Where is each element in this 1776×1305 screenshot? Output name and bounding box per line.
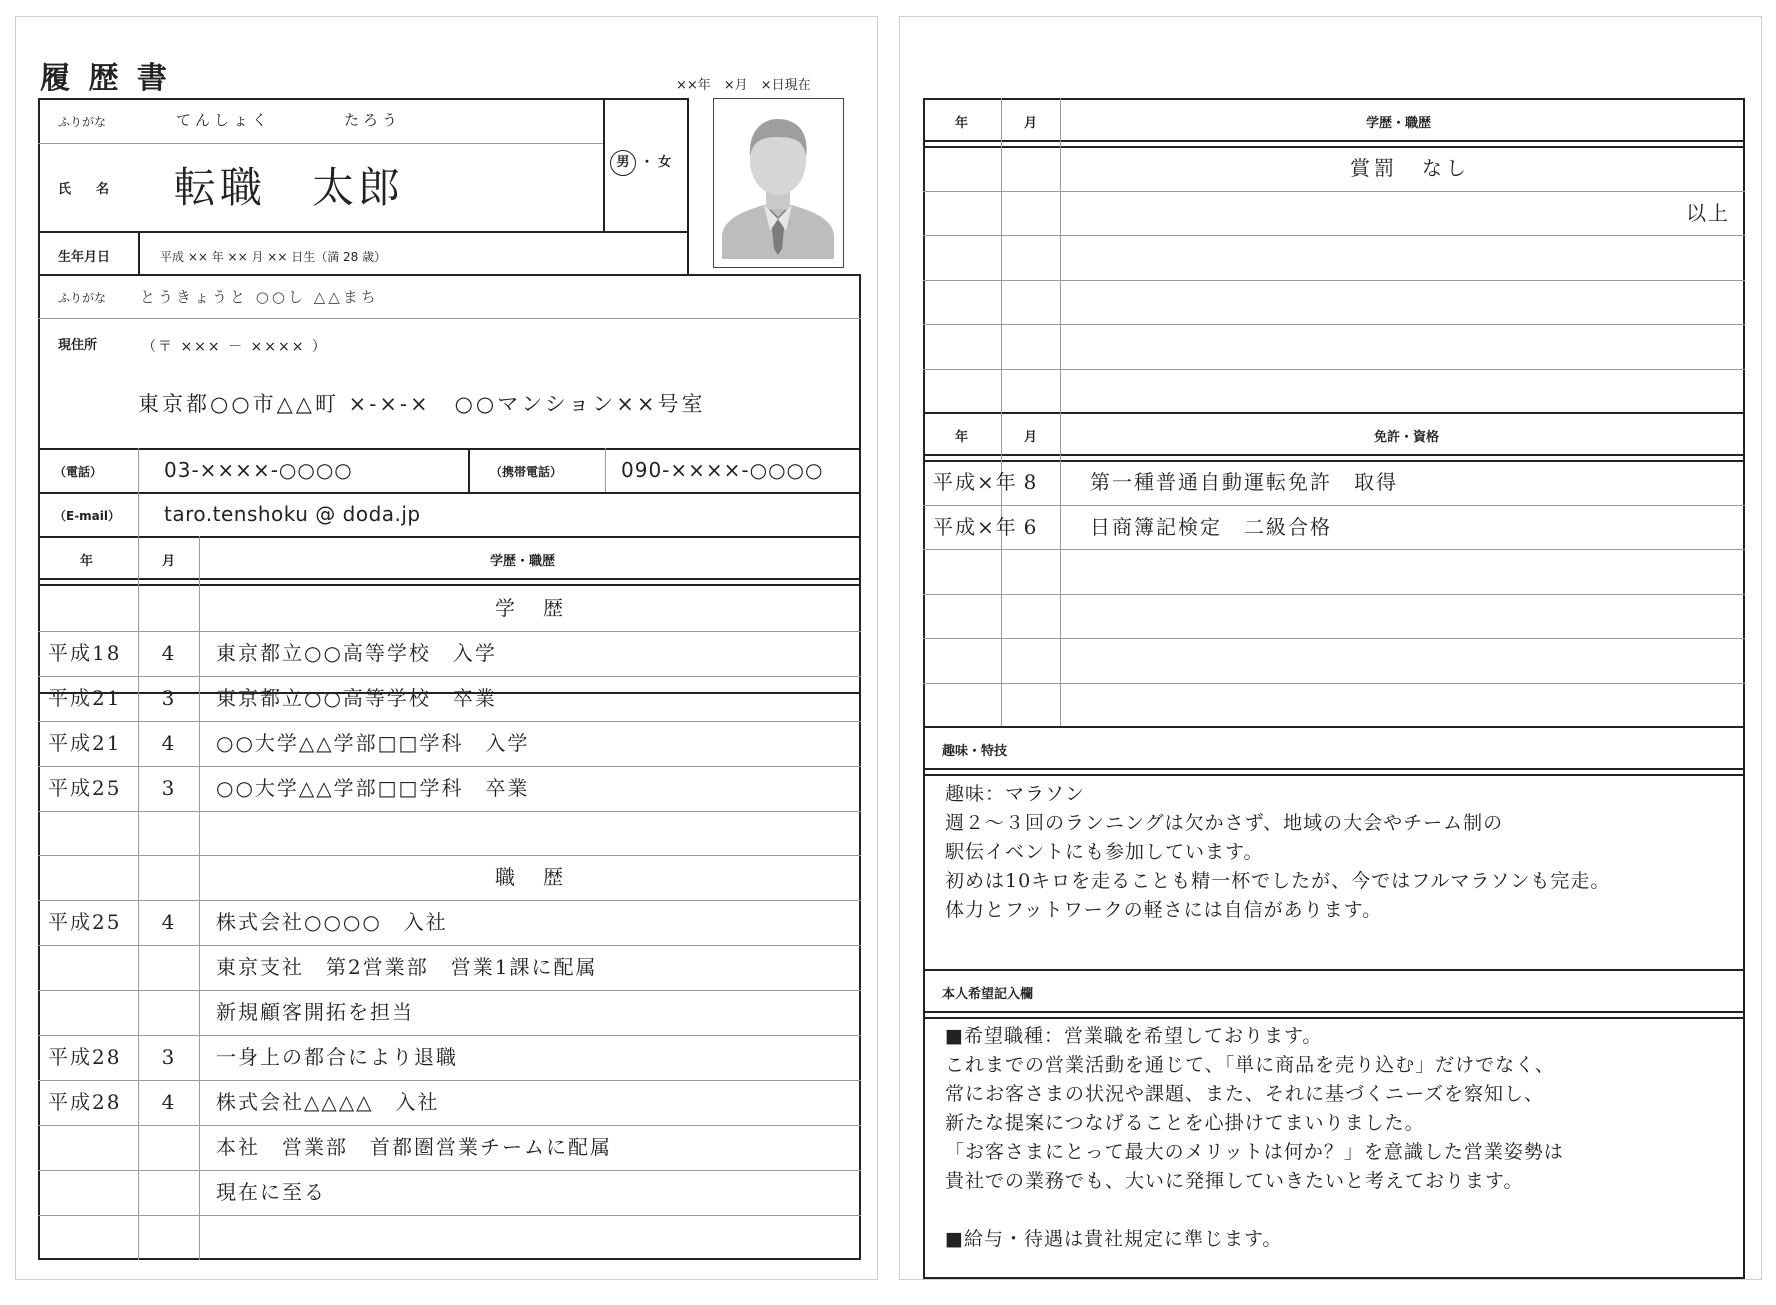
history-cont-header-year: 年	[955, 116, 969, 131]
history-month-cell: 4	[161, 910, 177, 935]
history-year-cell	[48, 990, 136, 1034]
wishes-line: 「お客さまにとって最大のメリットは何か？」を意識した営業姿勢は	[945, 1141, 1564, 1163]
history-year-cell	[48, 945, 136, 989]
history-cont-header-desc: 学歴・職歴	[1366, 116, 1432, 131]
history-year-cell: 平成21	[48, 730, 122, 755]
license-year-cell: 平成×年	[933, 514, 1018, 539]
license-year-cell	[933, 594, 1003, 638]
history-cont-desc-cell: 以上	[1686, 200, 1730, 225]
history-year-cell: 平成28	[48, 1045, 122, 1069]
history-month-cell: 3	[161, 775, 177, 800]
phone-label: （電話）	[54, 465, 103, 479]
mobile-value: 090-××××-○○○○	[621, 458, 824, 482]
wishes-line: 新たな提案につなげることを心掛けてまいりました。	[945, 1112, 1425, 1134]
history-month-cell: 4	[161, 640, 177, 665]
history-cont-year-cell	[933, 235, 1003, 279]
history-desc-cell	[216, 811, 846, 855]
address-value: 東京都○○市△△町 ×-×-× ○○マンション××号室	[138, 392, 706, 416]
licenses-header-desc: 免許・資格	[1374, 430, 1440, 445]
furigana-label: ふりがな	[58, 115, 107, 129]
license-year-cell	[933, 683, 1003, 727]
history-cont-desc-cell	[1090, 235, 1730, 279]
hobbies-label: 趣味・特技	[942, 744, 1008, 759]
licenses-header-year: 年	[955, 430, 969, 445]
licenses-header-month: 月	[1024, 430, 1038, 445]
history-month-cell: 4	[161, 730, 177, 755]
postal-code: （〒 ××× － ×××× ）	[142, 339, 328, 355]
history-month-cell: 4	[161, 1089, 177, 1114]
history-cont-month-cell	[1002, 280, 1060, 324]
history-month-cell	[140, 945, 198, 989]
history-cont-desc-cell	[1090, 369, 1730, 413]
history-year-cell	[48, 1125, 136, 1169]
license-month-cell: 6	[1023, 514, 1039, 539]
history-cont-year-cell	[933, 280, 1003, 324]
hobbies-line: 体力とフットワークの軽さには自信があります。	[945, 899, 1383, 921]
license-month-cell	[1002, 638, 1060, 682]
license-desc-cell: 第一種普通自動運転免許 取得	[1090, 470, 1398, 494]
history-desc-cell: ○○大学△△学部□□学科 卒業	[216, 775, 530, 800]
resume-page-1	[15, 16, 878, 1280]
phone-value: 03-××××-○○○○	[164, 458, 353, 482]
history-desc-cell: 職 歴	[495, 865, 567, 890]
license-desc-cell	[1090, 683, 1730, 727]
history-desc-cell: 東京都立○○高等学校 入学	[216, 640, 497, 665]
history-month-cell	[140, 1215, 198, 1259]
history-header-desc: 学歴・職歴	[490, 554, 556, 569]
history-month-cell	[140, 855, 198, 899]
photo-frame	[713, 98, 844, 268]
license-desc-cell	[1090, 549, 1730, 593]
history-month-cell	[140, 1170, 198, 1214]
history-desc-cell: 株式会社○○○○ 入社	[216, 910, 448, 935]
address-furigana: とうきょうと ○○し △△まち	[140, 288, 379, 306]
hobbies-line: 初めは10キロを走ることも精一杯でしたが、今ではフルマラソンも完走。	[945, 870, 1611, 892]
history-cont-month-cell	[1002, 191, 1060, 235]
history-desc-cell: ○○大学△△学部□□学科 入学	[216, 730, 530, 755]
license-desc-cell	[1090, 638, 1730, 682]
hobbies-line: 趣味：マラソン	[945, 783, 1086, 805]
wishes-line: 常にお客さまの状況や課題、また、それに基づくニーズを察知し、	[945, 1083, 1545, 1105]
gender-separator: ・	[640, 155, 654, 170]
wishes-line: ■希望職種：営業職を希望しております。	[945, 1025, 1323, 1047]
history-month-cell	[140, 990, 198, 1034]
history-desc-cell: 東京支社 第2営業部 営業1課に配属	[216, 955, 598, 980]
wishes-line: これまでの営業活動を通じて、「単に商品を売り込む」だけでなく、	[945, 1054, 1555, 1076]
mobile-label: （携帯電話）	[490, 465, 563, 479]
history-month-cell	[140, 586, 198, 630]
history-desc-cell	[216, 1215, 846, 1259]
history-cont-month-cell	[1002, 369, 1060, 413]
history-header-month: 月	[162, 554, 176, 569]
history-cont-desc-cell	[1090, 324, 1730, 368]
address-furigana-label: ふりがな	[58, 291, 107, 305]
history-cont-year-cell	[933, 191, 1003, 235]
document-title: 履 歴 書	[40, 61, 171, 96]
email-value: taro.tenshoku @ doda.jp	[164, 502, 421, 526]
license-year-cell	[933, 638, 1003, 682]
gender-female: 女	[658, 155, 672, 170]
history-desc-cell: 本社 営業部 首都圏営業チームに配属	[216, 1134, 612, 1159]
birth-label: 生年月日	[58, 250, 111, 265]
history-desc-cell: 学 歴	[495, 596, 567, 620]
history-month-cell	[140, 811, 198, 855]
email-label: （E-mail）	[54, 509, 121, 523]
license-desc-cell	[1090, 594, 1730, 638]
license-desc-cell: 日商簿記検定 二級合格	[1090, 514, 1332, 539]
name-label: 氏 名	[58, 182, 116, 197]
history-desc-cell: 東京都立○○高等学校 卒業	[216, 685, 497, 710]
resume-page-2	[899, 16, 1762, 1280]
wishes-line: ■給与・待遇は貴社規定に準じます。	[945, 1228, 1283, 1250]
history-year-cell: 平成28	[48, 1089, 122, 1114]
hobbies-line: 駅伝イベントにも参加しています。	[945, 841, 1264, 863]
history-desc-cell: 株式会社△△△△ 入社	[216, 1089, 440, 1114]
wishes-label: 本人希望記入欄	[942, 987, 1034, 1002]
history-desc-cell: 新規顧客開拓を担当	[216, 1000, 414, 1025]
history-cont-year-cell	[933, 146, 1003, 190]
history-cont-year-cell	[933, 369, 1003, 413]
license-month-cell	[1002, 683, 1060, 727]
history-cont-header-month: 月	[1024, 116, 1038, 131]
history-year-cell: 平成21	[48, 685, 122, 710]
history-month-cell: 3	[161, 685, 177, 710]
history-header-year: 年	[80, 554, 94, 569]
license-year-cell	[933, 549, 1003, 593]
history-year-cell	[48, 1170, 136, 1214]
birth-value: 平成 ×× 年 ×× 月 ×× 日生（満 28 歳）	[160, 250, 387, 264]
history-cont-month-cell	[1002, 146, 1060, 190]
license-month-cell	[1002, 549, 1060, 593]
furigana-given: たろう	[344, 111, 402, 129]
hobbies-line: 週２〜３回のランニングは欠かさず、地域の大会やチーム制の	[945, 812, 1504, 834]
furigana-family: てんしょく	[176, 111, 272, 129]
person-silhouette-icon	[714, 99, 842, 266]
gender-selector	[610, 150, 671, 176]
history-desc-cell: 一身上の都合により退職	[216, 1045, 458, 1069]
history-year-cell: 平成18	[48, 640, 122, 665]
history-cont-month-cell	[1002, 324, 1060, 368]
history-cont-month-cell	[1002, 235, 1060, 279]
address-label: 現住所	[58, 338, 98, 353]
license-year-cell: 平成×年	[933, 470, 1018, 494]
gender-male-selected: 男	[610, 150, 636, 176]
history-month-cell	[140, 1125, 198, 1169]
history-cont-year-cell	[933, 324, 1003, 368]
history-desc-cell: 現在に至る	[216, 1179, 326, 1204]
history-year-cell	[48, 811, 136, 855]
history-year-cell	[48, 1215, 136, 1259]
document-date: ××年 ×月 ×日現在	[676, 78, 811, 93]
history-year-cell: 平成25	[48, 775, 122, 800]
full-name: 転職 太郎	[174, 163, 405, 212]
history-month-cell: 3	[161, 1045, 177, 1069]
history-year-cell	[48, 586, 136, 630]
history-year-cell: 平成25	[48, 910, 122, 935]
license-month-cell	[1002, 594, 1060, 638]
wishes-line: 貴社での業務でも、大いに発揮していきたいと考えております。	[945, 1170, 1524, 1192]
license-month-cell: 8	[1023, 470, 1039, 494]
history-cont-desc-cell	[1090, 280, 1730, 324]
history-year-cell	[48, 855, 136, 899]
history-cont-desc-cell: 賞罰 なし	[1350, 156, 1470, 180]
